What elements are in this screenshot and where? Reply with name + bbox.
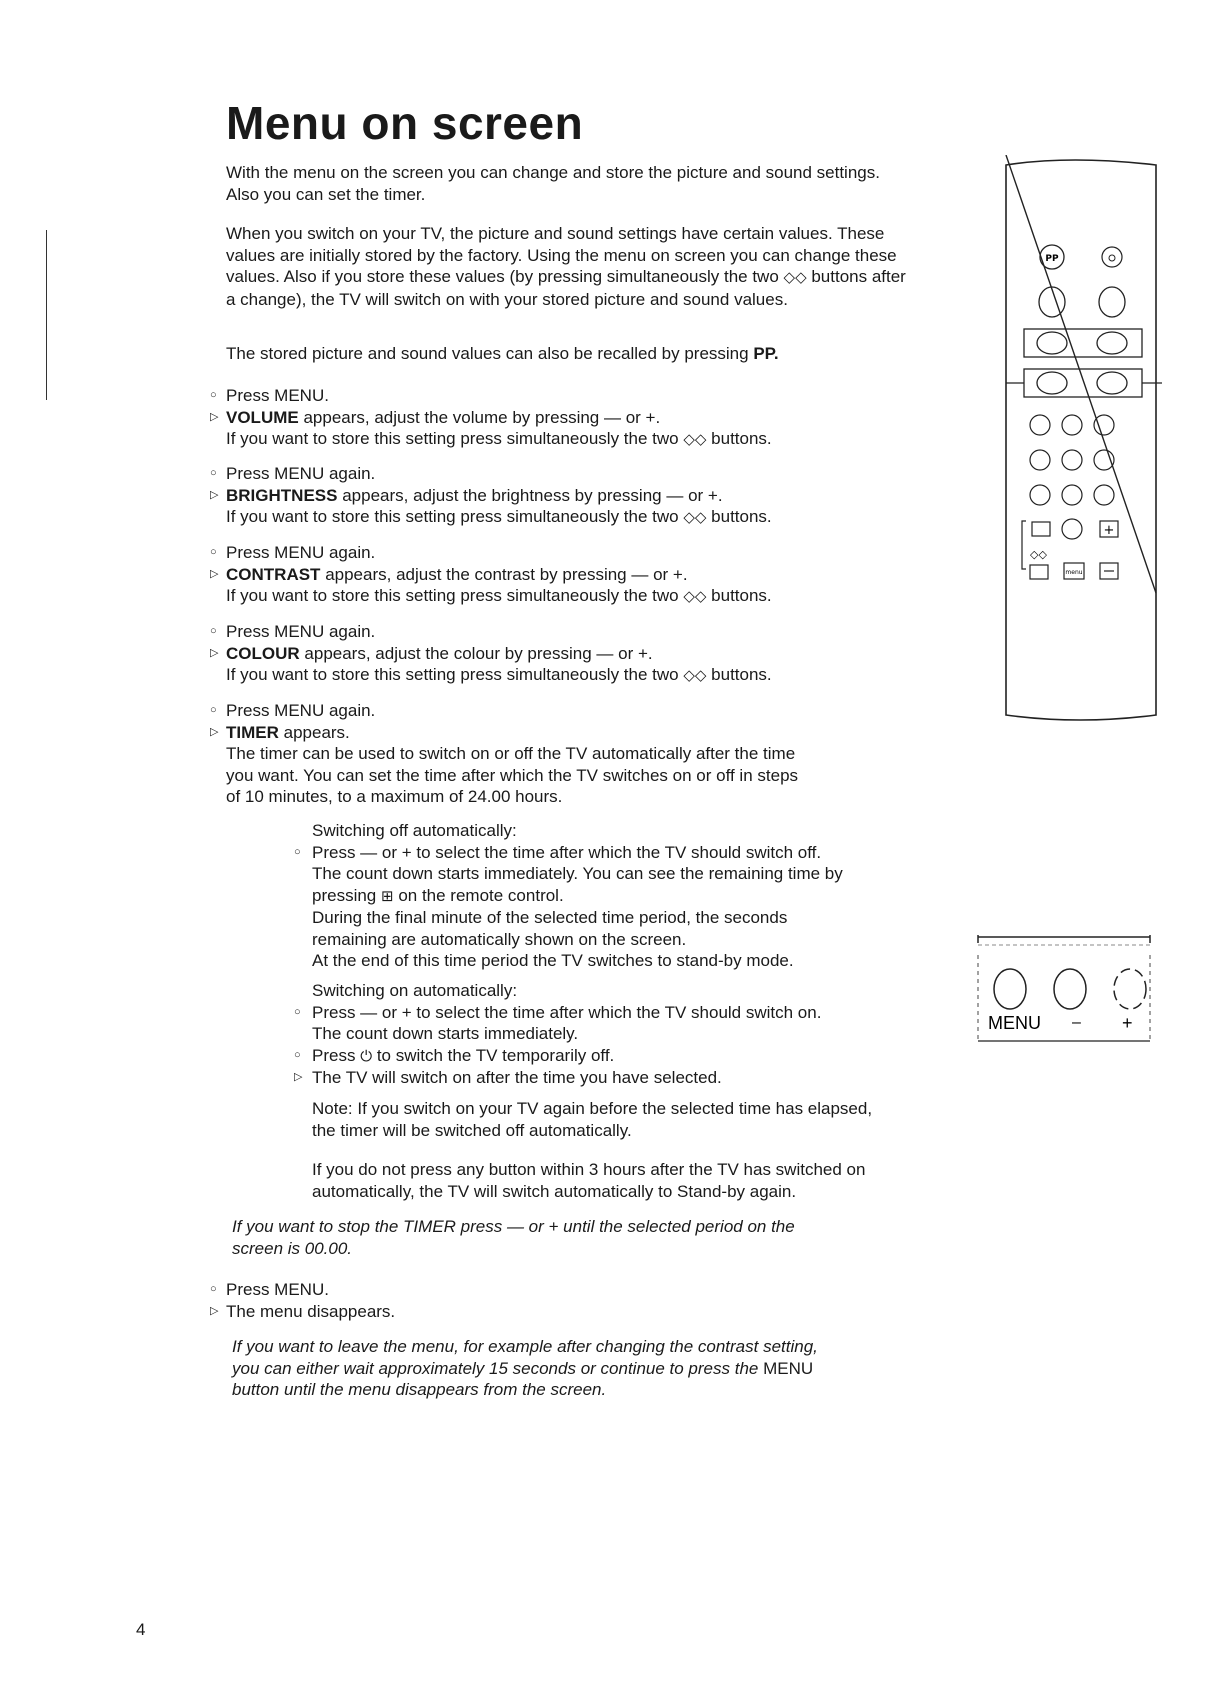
step-text: appears, adjust the contrast by pressing — or +.: [325, 564, 688, 584]
intro-text-2b: buttons after a change), the TV will switch on with your stored picture and sound values.: [226, 267, 906, 309]
step-final: [210, 1279, 930, 1322]
step-keyword: COLOUR: [226, 643, 300, 663]
step-store: If you want to store this setting press simultaneously the two: [226, 665, 679, 684]
leave-menu-note: [232, 1336, 912, 1401]
standby-line: automatically, the TV will switch automatically to Stand-by again.: [312, 1181, 797, 1201]
step-volume: [210, 385, 930, 451]
intro-text-2a: When you switch on your TV, the picture and sound settings have certain values. These values are initially stored by the factory. Using the menu on screen you can change these values. Also if you store these values (by pressing simultaneously the two: [226, 224, 897, 286]
store-diamonds-icon: ◇◇: [683, 666, 707, 684]
menu-panel-button-icon: [994, 969, 1026, 1009]
step-press: Press MENU again.: [226, 543, 376, 562]
remote-menu-key-label: menu: [1065, 569, 1083, 576]
store-diamonds-icon: ◇◇: [683, 587, 707, 605]
leave-line: button until the menu disappears from the screen.: [232, 1380, 607, 1399]
menu-panel-label: MENU: [988, 1013, 1041, 1033]
step-press: Press MENU.: [226, 1280, 329, 1299]
stop-line: screen is 00.00.: [232, 1238, 353, 1258]
step-text: appears, adjust the brightness by pressing — or +.: [342, 485, 723, 505]
timer-appears: appears.: [283, 722, 350, 742]
menu-cursor-keys: [1024, 369, 1142, 397]
remote-control-drawing: [1000, 155, 1170, 735]
step-keyword: CONTRAST: [226, 564, 321, 584]
leave-line: If you want to leave the menu, for example after changing the contrast setting,: [232, 1337, 818, 1356]
step-store: If you want to store this setting press simultaneously the two: [226, 586, 679, 605]
step-press: Press MENU again.: [226, 622, 376, 641]
stop-timer-note: [232, 1216, 912, 1259]
step-store: If you want to store this setting press simultaneously the two: [226, 507, 679, 526]
result-marker-icon: ▷: [210, 567, 219, 580]
timer-key-icon: ⊞: [381, 886, 394, 905]
step-marker-icon: ○: [210, 546, 217, 558]
store-diamonds-icon: ◇◇: [1030, 548, 1047, 561]
standby-note: [290, 1159, 970, 1202]
final-result: The menu disappears.: [226, 1301, 396, 1321]
store-diamonds-icon: ◇◇: [783, 268, 807, 286]
page-number: 4: [136, 1620, 146, 1639]
switch-off-line: on the remote control.: [398, 885, 564, 905]
svg-text:+: +: [1103, 523, 1115, 538]
pp-button-label: PP: [1045, 254, 1059, 264]
step-marker-icon: ○: [210, 1283, 217, 1295]
step-marker-icon: ○: [210, 704, 217, 716]
step-text: appears, adjust the colour by pressing — or +.: [304, 643, 653, 663]
switch-off-line: At the end of this time period the TV switches to stand-by mode.: [312, 951, 794, 970]
power-icon: ⏻: [360, 1046, 373, 1065]
step-marker-icon: ○: [210, 389, 217, 401]
switch-off-step: Press — or + to select the time after which the TV should switch off.: [312, 842, 822, 862]
step-store: If you want to store this setting press simultaneously the two: [226, 429, 679, 448]
result-marker-icon: ▷: [210, 1304, 219, 1317]
pp-key-text: PP.: [753, 344, 779, 363]
step-keyword: BRIGHTNESS: [226, 485, 338, 505]
step-timer: [210, 700, 930, 808]
switch-on-result: The TV will switch on after the time you have selected.: [312, 1068, 722, 1087]
timer-note: [290, 1098, 970, 1141]
switch-off-line: The count down starts immediately. You can see the remaining time by: [312, 864, 843, 883]
menu-key-text: MENU: [763, 1358, 814, 1378]
switch-off-section: [290, 820, 970, 972]
standby-button-icon: [1102, 247, 1122, 267]
step-contrast: [210, 542, 930, 608]
plus-panel-button-icon: [1114, 969, 1146, 1009]
step-store-end: buttons.: [711, 429, 772, 448]
intro-text-3: The stored picture and sound values can also be recalled by pressing: [226, 344, 749, 363]
store-diamonds-icon: ◇◇: [683, 430, 707, 448]
leave-line: you can either wait approximately 15 seconds or continue to press the: [232, 1358, 759, 1378]
stop-line: If you want to stop the TIMER press — or + until the selected period on the: [232, 1217, 795, 1236]
switch-on-step2: to switch the TV temporarily off.: [376, 1045, 615, 1065]
store-diamonds-icon: ◇◇: [683, 508, 707, 526]
intro-paragraph-2: [226, 223, 906, 310]
step-marker-icon: ○: [294, 845, 301, 858]
step-press: Press MENU again.: [226, 464, 376, 483]
intro-paragraph-3: [226, 343, 906, 365]
plus-panel-label: +: [1122, 1013, 1133, 1033]
step-store-end: buttons.: [711, 586, 772, 605]
note-line: Note: If you switch on your TV again before the selected time has elapsed,: [312, 1099, 873, 1118]
switch-off-line: remaining are automatically shown on the screen.: [312, 929, 687, 949]
step-press: Press MENU again.: [226, 701, 376, 720]
step-keyword: VOLUME: [226, 407, 299, 427]
step-marker-icon: ○: [294, 1048, 301, 1061]
page-title: Menu on screen: [226, 97, 584, 149]
result-marker-icon: ▷: [210, 488, 219, 501]
timer-desc-line: of 10 minutes, to a maximum of 24.00 hours.: [226, 787, 563, 806]
switch-off-line: pressing: [312, 885, 377, 905]
step-marker-icon: ○: [210, 625, 217, 637]
switch-on-step2: Press: [312, 1045, 356, 1065]
minus-panel-label: –: [1072, 1014, 1081, 1031]
step-store-end: buttons.: [711, 665, 772, 684]
step-marker-icon: ○: [210, 467, 217, 479]
step-store-end: buttons.: [711, 507, 772, 526]
timer-desc-line: The timer can be used to switch on or off the TV automatically after the time: [226, 744, 796, 763]
switch-off-line: During the final minute of the selected time period, the seconds: [312, 908, 788, 927]
step-press: Press MENU.: [226, 386, 329, 405]
intro-paragraph-1: [226, 162, 906, 205]
note-line: the timer will be switched off automatically.: [312, 1120, 632, 1140]
result-marker-icon: ▷: [294, 1071, 303, 1083]
result-marker-icon: ▷: [210, 725, 219, 738]
tv-front-panel-drawing: [970, 935, 1165, 1045]
switch-on-step: Press — or + to select the time after which the TV should switch on.: [312, 1002, 822, 1022]
switch-on-line: The count down starts immediately.: [312, 1024, 579, 1043]
step-keyword: TIMER: [226, 722, 279, 742]
standby-line: If you do not press any button within 3 hours after the TV has switched on: [312, 1160, 866, 1179]
switch-on-heading: Switching on automatically:: [312, 981, 518, 1000]
step-text: appears, adjust the volume by pressing — or +.: [303, 407, 661, 427]
tv-front-panel-illustration: [970, 935, 1165, 1050]
minus-panel-button-icon: [1054, 969, 1086, 1009]
step-brightness: [210, 463, 930, 529]
timer-desc-line: you want. You can set the time after which the TV switches on or off in steps: [226, 765, 799, 785]
intro-text-1: With the menu on the screen you can change and store the picture and sound settings. Also you can set the timer.: [226, 163, 880, 204]
remote-control-illustration: [1000, 155, 1170, 740]
switch-off-heading: Switching off automatically:: [312, 821, 517, 840]
step-marker-icon: ○: [294, 1005, 301, 1018]
step-colour: [210, 621, 930, 687]
result-marker-icon: ▷: [210, 646, 219, 659]
margin-change-bar: [46, 230, 47, 400]
result-marker-icon: ▷: [210, 410, 219, 423]
switch-on-section: [290, 980, 970, 1089]
